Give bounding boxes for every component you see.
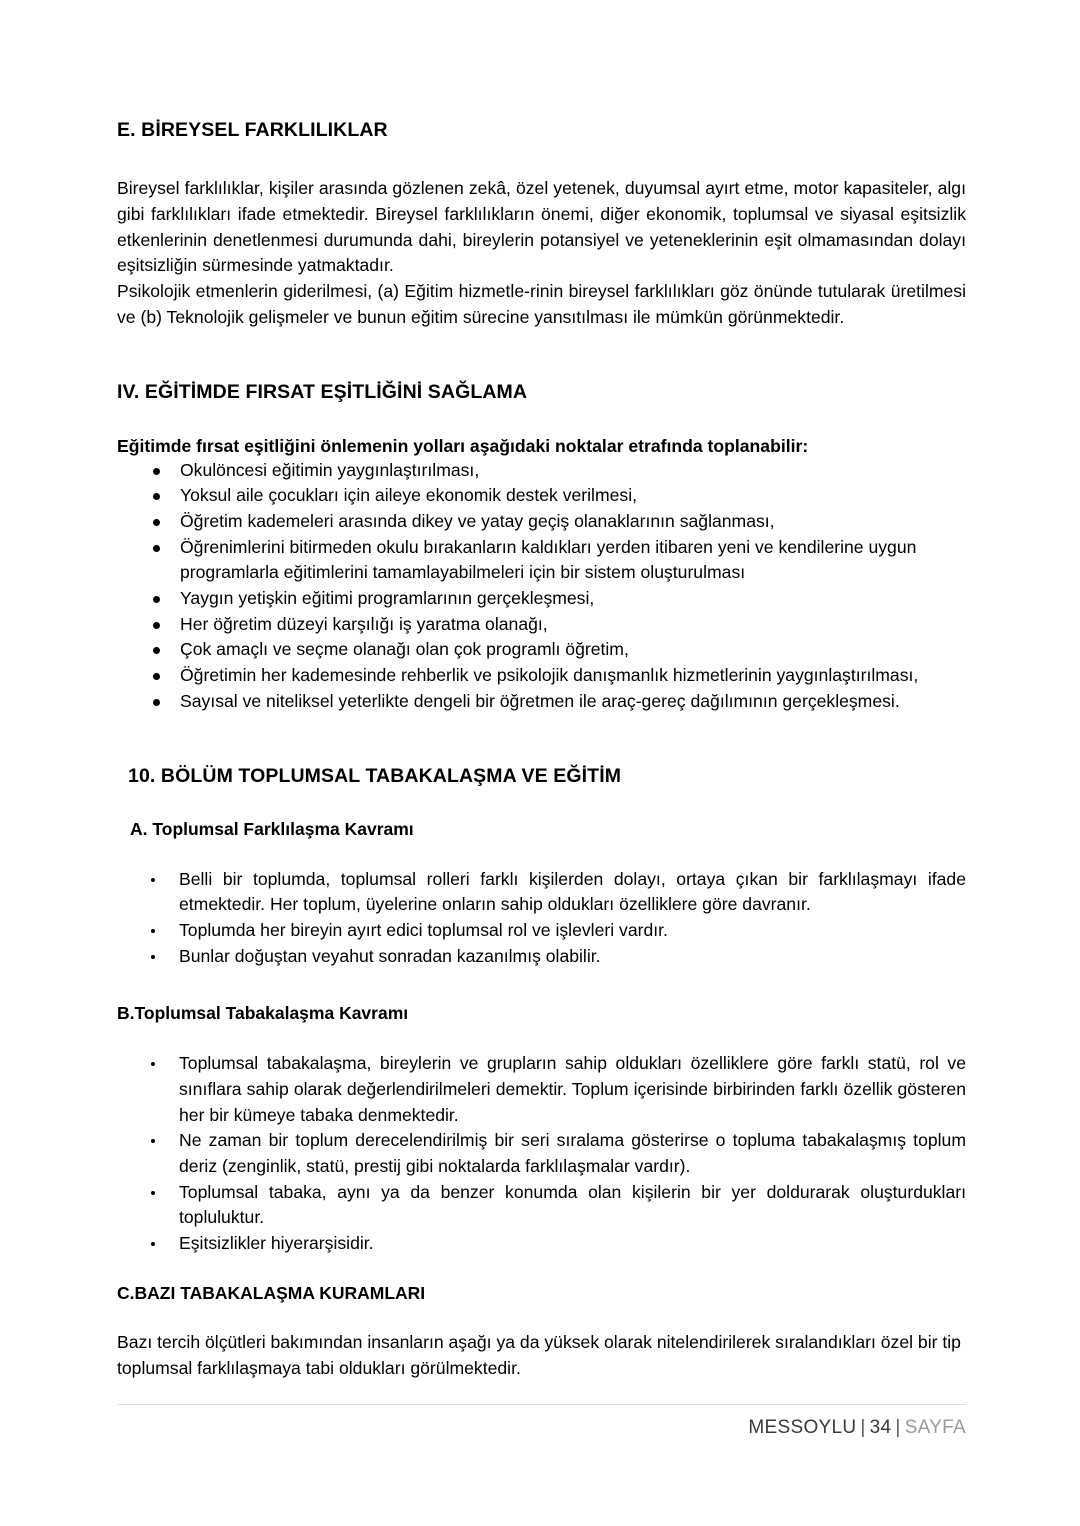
paragraph-bireysel-farkliliklar-1: Bireysel farklılıklar, kişiler arasında gözlenen zekâ, özel yetenek, duyumsal ayırt etme, motor kapasiteler, algı gibi farklılıkları ifade etmektedir. Bireysel farklılıkların önemi, diğer ekonomik, toplumsal ve siyasal eşitsizlik etkenlerinin denetlenmesi durumunda dahi, bireylerin potansiyel ve yeteneklerinin eşit olmamasından dolayı eşitsizliğin sürmesinde yatmaktadır. (117, 178, 966, 276)
paragraph-bireysel-farkliliklar-2: Psikolojik etmenlerin giderilmesi, (a) Eğitim hizmetle-rinin bireysel farklılıkları göz önünde tutularak üretilmesi ve (b) Teknolojik gelişmeler ve bunun eğitim sürecine yansıtılması ile mümkün görünmektedir. (117, 281, 966, 327)
spacer (117, 330, 966, 380)
list-item: Çok amaçlı ve seçme olanağı olan çok programlı öğretim, (117, 637, 966, 663)
spacer (117, 714, 966, 764)
list-item: Okulöncesi eğitimin yaygınlaştırılması, (117, 458, 966, 484)
page-content (117, 118, 966, 1382)
list-firsat-esitligi (117, 458, 966, 715)
heading-sub-c: C.BAZI TABAKALAŞMA KURAMLARI (117, 1282, 426, 1303)
list-sub-b (117, 1051, 966, 1256)
spacer (117, 405, 966, 435)
heading-sub-a: A. Toplumsal Farklılaşma Kavramı (130, 818, 414, 839)
list-item: Eşitsizlikler hiyerarşisidir. (117, 1231, 966, 1257)
heading-bireysel-farkliliklar: E. BİREYSEL FARKLILIKLAR (117, 119, 388, 141)
footer-divider (117, 1404, 966, 1405)
list-item: Öğretimin her kademesinde rehberlik ve psikolojik danışmanlık hizmetlerinin yaygınlaştırılması, (117, 663, 966, 689)
paragraph-sub-c: Bazı tercih ölçütleri bakımından insanların aşağı ya da yüksek olarak nitelendirilerek sıralandıkları özel bir tip toplumsal farklılaşmaya tabi oldukları görülmektedir. (117, 1332, 961, 1379)
heading-firsat-esitligi: IV. EĞİTİMDE FIRSAT EŞİTLİĞİNİ SAĞLAMA (117, 381, 528, 404)
list-item: Öğrenimlerini bitirmeden okulu bırakanların kaldıkları yerden itibaren yeni ve kendilerine uygun programlarla eğitimlerini tamamlayabilmeleri için bir sistem oluşturulması (117, 535, 966, 586)
list-item: Bunlar doğuştan veyahut sonradan kazanılmış olabilir. (117, 944, 966, 970)
list-item: Belli bir toplumda, toplumsal rolleri farklı kişilerden dolayı, ortaya çıkan bir farklılaşmayı ifade etmektedir. Her toplum, üyelerine onların sahip oldukları özelliklere göre davranır. (117, 867, 966, 918)
footer-content (117, 1417, 966, 1439)
footer-page-word: SAYFA (904, 1417, 966, 1438)
footer-separator-1: | (860, 1417, 866, 1438)
lead-firsat-esitligi: Eğitimde fırsat eşitliğini önlemenin yolları aşağıdaki noktalar etrafında toplanabilir: (117, 435, 809, 456)
list-item: Toplumsal tabaka, aynı ya da benzer konumda olan kişilerin bir yer doldurarak oluşturdukları topluluktur. (117, 1180, 966, 1231)
list-item: Yoksul aile çocukları için aileye ekonomik destek verilmesi, (117, 483, 966, 509)
list-item: Ne zaman bir toplum derecelendirilmiş bir seri sıralama gösterirse o topluma tabakalaşmış toplum deriz (zenginlik, statü, prestij gibi noktalarda farklılaşmalar vardır). (117, 1128, 966, 1179)
spacer (117, 841, 966, 867)
spacer (117, 969, 966, 1003)
spacer (117, 1257, 966, 1283)
footer-author: MESSOYLU (748, 1417, 857, 1438)
spacer (117, 142, 966, 176)
list-item: Her öğretim düzeyi karşılığı iş yaratma olanağı, (117, 612, 966, 638)
list-item: Toplumsal tabakalaşma, bireylerin ve grupların sahip oldukları özelliklere göre farklı statü, rol ve sınıflara sahip olarak değerlendirilmeleri demektir. Toplum içerisinde birbirinden farklı özellik gösteren her bir kümeye tabaka denmektedir. (117, 1051, 966, 1128)
footer-separator-2: | (895, 1417, 901, 1438)
list-item: Öğretim kademeleri arasında dikey ve yatay geçiş olanaklarının sağlanması, (117, 509, 966, 535)
footer-page-number: 34 (869, 1417, 892, 1438)
heading-bolum-10: 10. BÖLÜM TOPLUMSAL TABAKALAŞMA VE EĞİTİM (128, 765, 622, 788)
spacer (117, 789, 966, 819)
spacer (117, 1304, 966, 1330)
page-footer (117, 1404, 966, 1439)
list-sub-a (117, 867, 966, 970)
list-item: Toplumda her bireyin ayırt edici toplumsal rol ve işlevleri vardır. (117, 918, 966, 944)
spacer (117, 1025, 966, 1051)
list-item: Sayısal ve niteliksel yeterlikte dengeli bir öğretmen ile araç-gereç dağılımının gerçekleşmesi. (117, 689, 966, 715)
heading-sub-b: B.Toplumsal Tabakalaşma Kavramı (117, 1003, 409, 1024)
list-item: Yaygın yetişkin eğitimi programlarının gerçekleşmesi, (117, 586, 966, 612)
